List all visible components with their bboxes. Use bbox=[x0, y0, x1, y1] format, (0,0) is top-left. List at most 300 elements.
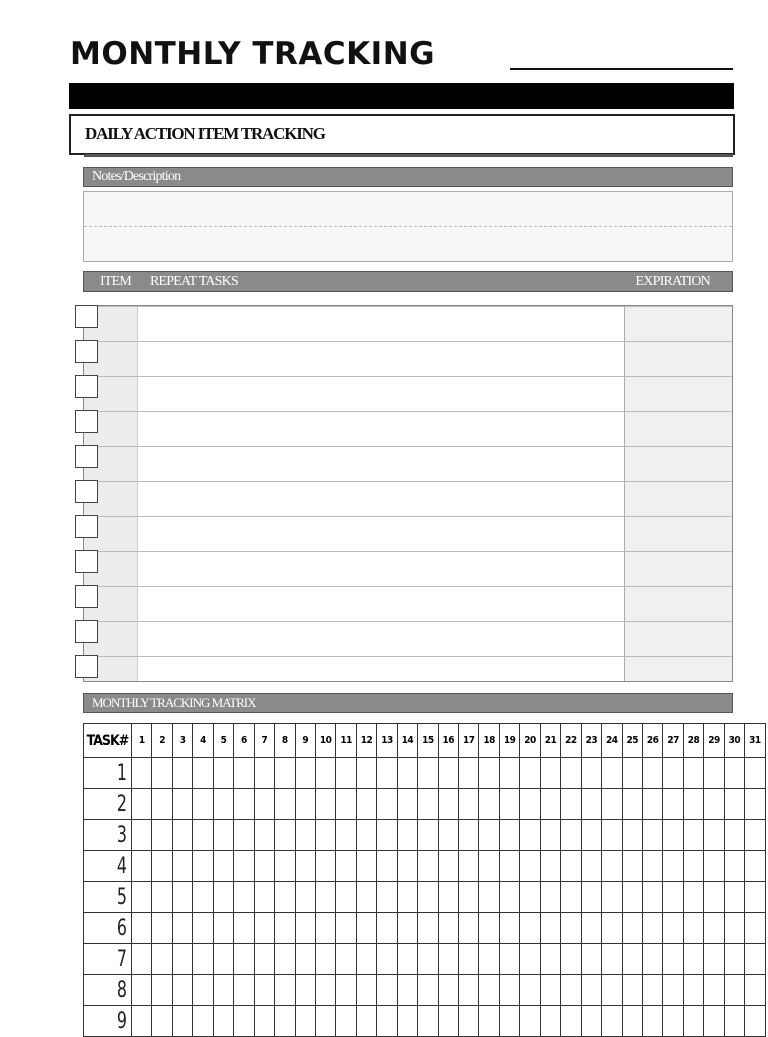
matrix-cell[interactable] bbox=[561, 789, 581, 820]
matrix-cell[interactable] bbox=[561, 758, 581, 789]
matrix-cell[interactable] bbox=[622, 851, 642, 882]
matrix-cell[interactable] bbox=[724, 789, 744, 820]
matrix-cell[interactable] bbox=[479, 882, 499, 913]
task-row[interactable] bbox=[84, 621, 732, 657]
matrix-cell[interactable] bbox=[275, 1006, 295, 1037]
matrix-cell[interactable] bbox=[581, 789, 601, 820]
matrix-cell[interactable] bbox=[377, 758, 397, 789]
matrix-cell[interactable] bbox=[683, 758, 703, 789]
matrix-cell[interactable] bbox=[336, 820, 356, 851]
matrix-cell[interactable] bbox=[152, 1006, 172, 1037]
matrix-cell[interactable] bbox=[581, 882, 601, 913]
matrix-cell[interactable] bbox=[704, 1006, 724, 1037]
matrix-cell[interactable] bbox=[581, 944, 601, 975]
matrix-cell[interactable] bbox=[479, 944, 499, 975]
matrix-cell[interactable] bbox=[193, 882, 213, 913]
matrix-cell[interactable] bbox=[745, 913, 765, 944]
matrix-cell[interactable] bbox=[683, 913, 703, 944]
matrix-cell[interactable] bbox=[663, 944, 683, 975]
matrix-cell[interactable] bbox=[499, 1006, 519, 1037]
matrix-cell[interactable] bbox=[581, 913, 601, 944]
matrix-cell[interactable] bbox=[152, 758, 172, 789]
matrix-cell[interactable] bbox=[479, 789, 499, 820]
matrix-cell[interactable] bbox=[213, 882, 233, 913]
matrix-cell[interactable] bbox=[459, 758, 479, 789]
matrix-cell[interactable] bbox=[397, 851, 417, 882]
matrix-cell[interactable] bbox=[172, 1006, 192, 1037]
matrix-cell[interactable] bbox=[254, 913, 274, 944]
matrix-cell[interactable] bbox=[172, 851, 192, 882]
matrix-cell[interactable] bbox=[295, 789, 315, 820]
matrix-cell[interactable] bbox=[479, 975, 499, 1006]
matrix-cell[interactable] bbox=[213, 758, 233, 789]
matrix-cell[interactable] bbox=[193, 851, 213, 882]
matrix-cell[interactable] bbox=[683, 1006, 703, 1037]
matrix-cell[interactable] bbox=[663, 882, 683, 913]
matrix-cell[interactable] bbox=[152, 944, 172, 975]
matrix-cell[interactable] bbox=[561, 882, 581, 913]
matrix-cell[interactable] bbox=[213, 1006, 233, 1037]
matrix-cell[interactable] bbox=[234, 882, 254, 913]
matrix-cell[interactable] bbox=[438, 1006, 458, 1037]
matrix-cell[interactable] bbox=[479, 758, 499, 789]
matrix-cell[interactable] bbox=[213, 975, 233, 1006]
matrix-cell[interactable] bbox=[683, 851, 703, 882]
matrix-cell[interactable] bbox=[663, 851, 683, 882]
matrix-cell[interactable] bbox=[275, 789, 295, 820]
matrix-cell[interactable] bbox=[254, 851, 274, 882]
matrix-cell[interactable] bbox=[540, 944, 560, 975]
matrix-cell[interactable] bbox=[438, 882, 458, 913]
matrix-cell[interactable] bbox=[602, 820, 622, 851]
matrix-cell[interactable] bbox=[356, 820, 376, 851]
matrix-cell[interactable] bbox=[356, 975, 376, 1006]
matrix-cell[interactable] bbox=[724, 758, 744, 789]
matrix-cell[interactable] bbox=[520, 820, 540, 851]
matrix-cell[interactable] bbox=[356, 944, 376, 975]
matrix-cell[interactable] bbox=[254, 820, 274, 851]
matrix-cell[interactable] bbox=[724, 975, 744, 1006]
matrix-cell[interactable] bbox=[356, 882, 376, 913]
matrix-cell[interactable] bbox=[459, 789, 479, 820]
matrix-cell[interactable] bbox=[152, 882, 172, 913]
matrix-cell[interactable] bbox=[479, 913, 499, 944]
matrix-cell[interactable] bbox=[132, 882, 152, 913]
matrix-cell[interactable] bbox=[520, 944, 540, 975]
matrix-cell[interactable] bbox=[622, 913, 642, 944]
matrix-cell[interactable] bbox=[561, 851, 581, 882]
matrix-cell[interactable] bbox=[356, 758, 376, 789]
matrix-cell[interactable] bbox=[438, 820, 458, 851]
task-row[interactable] bbox=[84, 481, 732, 517]
matrix-cell[interactable] bbox=[459, 882, 479, 913]
matrix-cell[interactable] bbox=[499, 913, 519, 944]
matrix-cell[interactable] bbox=[234, 975, 254, 1006]
task-row[interactable] bbox=[84, 656, 732, 692]
matrix-cell[interactable] bbox=[479, 820, 499, 851]
matrix-cell[interactable] bbox=[499, 975, 519, 1006]
matrix-cell[interactable] bbox=[295, 851, 315, 882]
matrix-cell[interactable] bbox=[356, 789, 376, 820]
matrix-cell[interactable] bbox=[172, 758, 192, 789]
matrix-cell[interactable] bbox=[193, 913, 213, 944]
matrix-cell[interactable] bbox=[540, 975, 560, 1006]
matrix-cell[interactable] bbox=[254, 944, 274, 975]
matrix-cell[interactable] bbox=[724, 1006, 744, 1037]
matrix-cell[interactable] bbox=[540, 820, 560, 851]
matrix-cell[interactable] bbox=[315, 944, 335, 975]
matrix-cell[interactable] bbox=[540, 1006, 560, 1037]
matrix-cell[interactable] bbox=[561, 944, 581, 975]
matrix-cell[interactable] bbox=[520, 1006, 540, 1037]
matrix-cell[interactable] bbox=[377, 1006, 397, 1037]
matrix-cell[interactable] bbox=[622, 975, 642, 1006]
matrix-cell[interactable] bbox=[336, 944, 356, 975]
matrix-cell[interactable] bbox=[356, 913, 376, 944]
matrix-cell[interactable] bbox=[315, 975, 335, 1006]
matrix-cell[interactable] bbox=[132, 851, 152, 882]
matrix-cell[interactable] bbox=[520, 913, 540, 944]
matrix-cell[interactable] bbox=[581, 758, 601, 789]
matrix-cell[interactable] bbox=[315, 789, 335, 820]
matrix-cell[interactable] bbox=[745, 882, 765, 913]
task-row[interactable] bbox=[84, 551, 732, 587]
matrix-cell[interactable] bbox=[132, 913, 152, 944]
matrix-cell[interactable] bbox=[704, 820, 724, 851]
matrix-cell[interactable] bbox=[642, 758, 662, 789]
matrix-cell[interactable] bbox=[152, 975, 172, 1006]
matrix-cell[interactable] bbox=[438, 944, 458, 975]
matrix-cell[interactable] bbox=[275, 913, 295, 944]
matrix-cell[interactable] bbox=[418, 944, 438, 975]
matrix-cell[interactable] bbox=[704, 913, 724, 944]
matrix-cell[interactable] bbox=[479, 1006, 499, 1037]
matrix-cell[interactable] bbox=[622, 944, 642, 975]
matrix-cell[interactable] bbox=[479, 851, 499, 882]
matrix-cell[interactable] bbox=[663, 975, 683, 1006]
matrix-cell[interactable] bbox=[642, 1006, 662, 1037]
matrix-cell[interactable] bbox=[561, 913, 581, 944]
matrix-cell[interactable] bbox=[663, 789, 683, 820]
matrix-cell[interactable] bbox=[745, 820, 765, 851]
matrix-cell[interactable] bbox=[663, 913, 683, 944]
matrix-cell[interactable] bbox=[683, 789, 703, 820]
matrix-cell[interactable] bbox=[132, 975, 152, 1006]
matrix-cell[interactable] bbox=[438, 789, 458, 820]
matrix-cell[interactable] bbox=[275, 975, 295, 1006]
matrix-cell[interactable] bbox=[724, 851, 744, 882]
matrix-cell[interactable] bbox=[172, 944, 192, 975]
matrix-cell[interactable] bbox=[193, 975, 213, 1006]
matrix-cell[interactable] bbox=[172, 882, 192, 913]
matrix-cell[interactable] bbox=[152, 913, 172, 944]
matrix-cell[interactable] bbox=[745, 944, 765, 975]
matrix-cell[interactable] bbox=[704, 944, 724, 975]
matrix-cell[interactable] bbox=[377, 789, 397, 820]
matrix-cell[interactable] bbox=[459, 944, 479, 975]
matrix-cell[interactable] bbox=[377, 851, 397, 882]
matrix-cell[interactable] bbox=[193, 789, 213, 820]
matrix-cell[interactable] bbox=[336, 789, 356, 820]
matrix-cell[interactable] bbox=[745, 758, 765, 789]
matrix-cell[interactable] bbox=[622, 789, 642, 820]
matrix-cell[interactable] bbox=[418, 913, 438, 944]
matrix-cell[interactable] bbox=[459, 975, 479, 1006]
matrix-cell[interactable] bbox=[540, 789, 560, 820]
name-write-line[interactable] bbox=[510, 68, 733, 70]
matrix-cell[interactable] bbox=[581, 1006, 601, 1037]
matrix-cell[interactable] bbox=[234, 851, 254, 882]
matrix-cell[interactable] bbox=[336, 975, 356, 1006]
matrix-cell[interactable] bbox=[724, 882, 744, 913]
task-row[interactable] bbox=[84, 376, 732, 412]
matrix-cell[interactable] bbox=[132, 789, 152, 820]
matrix-cell[interactable] bbox=[397, 913, 417, 944]
matrix-cell[interactable] bbox=[132, 758, 152, 789]
notes-area[interactable] bbox=[83, 191, 733, 262]
task-checkbox[interactable] bbox=[75, 375, 98, 398]
matrix-cell[interactable] bbox=[132, 1006, 152, 1037]
matrix-cell[interactable] bbox=[520, 882, 540, 913]
matrix-cell[interactable] bbox=[336, 758, 356, 789]
matrix-cell[interactable] bbox=[724, 820, 744, 851]
matrix-cell[interactable] bbox=[520, 851, 540, 882]
matrix-cell[interactable] bbox=[602, 944, 622, 975]
matrix-cell[interactable] bbox=[295, 913, 315, 944]
matrix-cell[interactable] bbox=[438, 758, 458, 789]
matrix-cell[interactable] bbox=[132, 944, 152, 975]
matrix-cell[interactable] bbox=[377, 913, 397, 944]
matrix-cell[interactable] bbox=[234, 820, 254, 851]
matrix-cell[interactable] bbox=[275, 820, 295, 851]
matrix-cell[interactable] bbox=[622, 820, 642, 851]
matrix-cell[interactable] bbox=[336, 882, 356, 913]
matrix-cell[interactable] bbox=[499, 944, 519, 975]
matrix-cell[interactable] bbox=[315, 1006, 335, 1037]
matrix-cell[interactable] bbox=[724, 944, 744, 975]
matrix-cell[interactable] bbox=[663, 820, 683, 851]
matrix-cell[interactable] bbox=[418, 820, 438, 851]
matrix-cell[interactable] bbox=[438, 975, 458, 1006]
matrix-cell[interactable] bbox=[418, 1006, 438, 1037]
matrix-cell[interactable] bbox=[275, 882, 295, 913]
matrix-cell[interactable] bbox=[683, 975, 703, 1006]
matrix-cell[interactable] bbox=[745, 851, 765, 882]
matrix-cell[interactable] bbox=[295, 758, 315, 789]
matrix-cell[interactable] bbox=[397, 975, 417, 1006]
matrix-cell[interactable] bbox=[254, 758, 274, 789]
matrix-cell[interactable] bbox=[540, 913, 560, 944]
matrix-cell[interactable] bbox=[356, 1006, 376, 1037]
matrix-cell[interactable] bbox=[683, 882, 703, 913]
matrix-cell[interactable] bbox=[581, 820, 601, 851]
matrix-cell[interactable] bbox=[663, 758, 683, 789]
matrix-cell[interactable] bbox=[377, 975, 397, 1006]
matrix-cell[interactable] bbox=[193, 758, 213, 789]
matrix-cell[interactable] bbox=[275, 758, 295, 789]
matrix-cell[interactable] bbox=[356, 851, 376, 882]
task-checkbox[interactable] bbox=[75, 585, 98, 608]
matrix-cell[interactable] bbox=[459, 820, 479, 851]
matrix-cell[interactable] bbox=[397, 820, 417, 851]
matrix-cell[interactable] bbox=[336, 851, 356, 882]
matrix-cell[interactable] bbox=[704, 789, 724, 820]
matrix-cell[interactable] bbox=[234, 789, 254, 820]
matrix-cell[interactable] bbox=[152, 789, 172, 820]
matrix-cell[interactable] bbox=[172, 789, 192, 820]
matrix-cell[interactable] bbox=[377, 882, 397, 913]
matrix-cell[interactable] bbox=[172, 975, 192, 1006]
matrix-cell[interactable] bbox=[315, 820, 335, 851]
matrix-cell[interactable] bbox=[418, 789, 438, 820]
matrix-cell[interactable] bbox=[499, 882, 519, 913]
matrix-cell[interactable] bbox=[254, 882, 274, 913]
matrix-cell[interactable] bbox=[642, 851, 662, 882]
matrix-cell[interactable] bbox=[234, 758, 254, 789]
matrix-cell[interactable] bbox=[602, 1006, 622, 1037]
matrix-cell[interactable] bbox=[397, 758, 417, 789]
matrix-cell[interactable] bbox=[295, 820, 315, 851]
matrix-cell[interactable] bbox=[213, 851, 233, 882]
matrix-cell[interactable] bbox=[193, 820, 213, 851]
task-checkbox[interactable] bbox=[75, 620, 98, 643]
matrix-cell[interactable] bbox=[295, 882, 315, 913]
matrix-cell[interactable] bbox=[642, 820, 662, 851]
matrix-cell[interactable] bbox=[397, 1006, 417, 1037]
matrix-cell[interactable] bbox=[602, 851, 622, 882]
matrix-cell[interactable] bbox=[540, 851, 560, 882]
matrix-cell[interactable] bbox=[459, 1006, 479, 1037]
task-checkbox[interactable] bbox=[75, 515, 98, 538]
matrix-cell[interactable] bbox=[275, 851, 295, 882]
matrix-cell[interactable] bbox=[602, 789, 622, 820]
matrix-cell[interactable] bbox=[561, 975, 581, 1006]
matrix-cell[interactable] bbox=[254, 1006, 274, 1037]
matrix-cell[interactable] bbox=[520, 975, 540, 1006]
matrix-cell[interactable] bbox=[315, 851, 335, 882]
task-checkbox[interactable] bbox=[75, 340, 98, 363]
matrix-cell[interactable] bbox=[724, 913, 744, 944]
matrix-cell[interactable] bbox=[581, 975, 601, 1006]
matrix-cell[interactable] bbox=[213, 820, 233, 851]
task-checkbox[interactable] bbox=[75, 655, 98, 678]
matrix-cell[interactable] bbox=[213, 913, 233, 944]
matrix-cell[interactable] bbox=[336, 1006, 356, 1037]
matrix-cell[interactable] bbox=[377, 944, 397, 975]
task-row[interactable] bbox=[84, 411, 732, 447]
task-row[interactable] bbox=[84, 446, 732, 482]
matrix-cell[interactable] bbox=[459, 913, 479, 944]
task-checkbox[interactable] bbox=[75, 550, 98, 573]
matrix-cell[interactable] bbox=[315, 882, 335, 913]
matrix-cell[interactable] bbox=[499, 789, 519, 820]
matrix-cell[interactable] bbox=[377, 820, 397, 851]
matrix-cell[interactable] bbox=[295, 944, 315, 975]
matrix-cell[interactable] bbox=[397, 882, 417, 913]
matrix-cell[interactable] bbox=[520, 789, 540, 820]
matrix-cell[interactable] bbox=[704, 758, 724, 789]
matrix-cell[interactable] bbox=[193, 1006, 213, 1037]
matrix-cell[interactable] bbox=[275, 944, 295, 975]
matrix-cell[interactable] bbox=[683, 944, 703, 975]
task-checkbox[interactable] bbox=[75, 445, 98, 468]
matrix-cell[interactable] bbox=[622, 758, 642, 789]
matrix-cell[interactable] bbox=[540, 758, 560, 789]
matrix-cell[interactable] bbox=[234, 913, 254, 944]
task-checkbox[interactable] bbox=[75, 305, 98, 328]
matrix-cell[interactable] bbox=[642, 944, 662, 975]
matrix-cell[interactable] bbox=[193, 944, 213, 975]
matrix-cell[interactable] bbox=[315, 913, 335, 944]
matrix-cell[interactable] bbox=[172, 820, 192, 851]
matrix-cell[interactable] bbox=[561, 1006, 581, 1037]
matrix-cell[interactable] bbox=[642, 789, 662, 820]
matrix-cell[interactable] bbox=[295, 1006, 315, 1037]
matrix-cell[interactable] bbox=[745, 789, 765, 820]
matrix-cell[interactable] bbox=[459, 851, 479, 882]
matrix-cell[interactable] bbox=[704, 975, 724, 1006]
matrix-cell[interactable] bbox=[540, 882, 560, 913]
matrix-cell[interactable] bbox=[234, 944, 254, 975]
matrix-cell[interactable] bbox=[254, 789, 274, 820]
matrix-cell[interactable] bbox=[622, 1006, 642, 1037]
matrix-cell[interactable] bbox=[234, 1006, 254, 1037]
task-checkbox[interactable] bbox=[75, 410, 98, 433]
matrix-cell[interactable] bbox=[418, 851, 438, 882]
matrix-cell[interactable] bbox=[315, 758, 335, 789]
matrix-cell[interactable] bbox=[152, 851, 172, 882]
matrix-cell[interactable] bbox=[642, 882, 662, 913]
matrix-cell[interactable] bbox=[397, 944, 417, 975]
matrix-cell[interactable] bbox=[397, 789, 417, 820]
matrix-cell[interactable] bbox=[704, 851, 724, 882]
task-row[interactable] bbox=[84, 516, 732, 552]
matrix-cell[interactable] bbox=[745, 1006, 765, 1037]
matrix-cell[interactable] bbox=[602, 758, 622, 789]
matrix-cell[interactable] bbox=[438, 851, 458, 882]
matrix-cell[interactable] bbox=[438, 913, 458, 944]
matrix-cell[interactable] bbox=[642, 975, 662, 1006]
matrix-cell[interactable] bbox=[172, 913, 192, 944]
matrix-cell[interactable] bbox=[295, 975, 315, 1006]
matrix-cell[interactable] bbox=[418, 882, 438, 913]
matrix-cell[interactable] bbox=[213, 789, 233, 820]
matrix-cell[interactable] bbox=[132, 820, 152, 851]
task-row[interactable] bbox=[84, 586, 732, 622]
matrix-cell[interactable] bbox=[602, 975, 622, 1006]
matrix-cell[interactable] bbox=[745, 975, 765, 1006]
matrix-cell[interactable] bbox=[213, 944, 233, 975]
matrix-cell[interactable] bbox=[622, 882, 642, 913]
matrix-cell[interactable] bbox=[418, 758, 438, 789]
matrix-cell[interactable] bbox=[581, 851, 601, 882]
matrix-cell[interactable] bbox=[520, 758, 540, 789]
matrix-cell[interactable] bbox=[683, 820, 703, 851]
matrix-cell[interactable] bbox=[336, 913, 356, 944]
matrix-cell[interactable] bbox=[704, 882, 724, 913]
matrix-cell[interactable] bbox=[152, 820, 172, 851]
matrix-cell[interactable] bbox=[254, 975, 274, 1006]
matrix-cell[interactable] bbox=[642, 913, 662, 944]
matrix-cell[interactable] bbox=[499, 820, 519, 851]
matrix-cell[interactable] bbox=[418, 975, 438, 1006]
matrix-cell[interactable] bbox=[561, 820, 581, 851]
task-row[interactable] bbox=[84, 306, 732, 342]
matrix-cell[interactable] bbox=[663, 1006, 683, 1037]
matrix-cell[interactable] bbox=[602, 882, 622, 913]
task-checkbox[interactable] bbox=[75, 480, 98, 503]
matrix-cell[interactable] bbox=[499, 758, 519, 789]
